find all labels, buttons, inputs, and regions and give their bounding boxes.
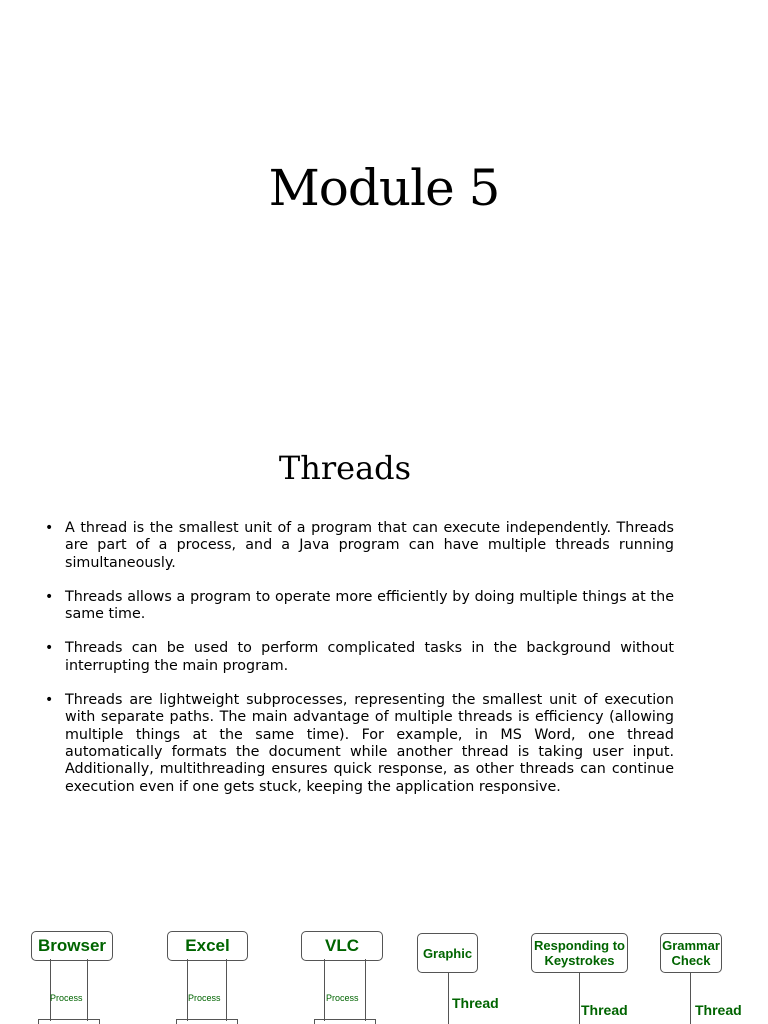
thread-box-graphic: Graphic (417, 933, 478, 973)
process-box-browser: Browser (31, 931, 113, 961)
bullet-dot: • (45, 692, 54, 709)
bullet-item (45, 588, 674, 624)
process-foot (176, 1019, 238, 1024)
thread-line (448, 972, 449, 1024)
section-title: Threads (278, 449, 412, 487)
thread-box-grammar: Grammar Check (660, 933, 722, 973)
thread-label: Thread (581, 1002, 628, 1018)
process-label: Process (326, 993, 359, 1003)
bullet-dot: • (45, 588, 54, 605)
process-body (324, 959, 366, 1021)
bullet-item (45, 520, 674, 572)
slide-title: Module 5 (268, 159, 500, 217)
process-foot (314, 1019, 376, 1024)
process-body (50, 959, 88, 1021)
process-body (187, 959, 227, 1021)
bullet-text: Threads are lightweight subprocesses, representing the smallest unit of execution with separate paths. The main advantage of multiple threads is efficiency (allowing multiple things at the same time). For example, in MS Word, one thread automatically formats the document while another thread is taking user input. Additionally, multithreading ensures quick response, as other threads can continue execution even if one gets stuck, keeping the application responsive. (65, 692, 674, 795)
process-foot (38, 1019, 100, 1024)
thread-line (579, 972, 580, 1024)
process-label: Process (50, 993, 83, 1003)
bullet-item (45, 640, 674, 675)
bullet-dot: • (45, 640, 54, 657)
process-box-excel: Excel (167, 931, 248, 961)
bullet-text: Threads allows a program to operate more efficiently by doing multiple things at the same time. (65, 588, 674, 623)
bullet-text: Threads can be used to perform complicated tasks in the background without interrupting the main program. (65, 640, 674, 674)
bullet-text: A thread is the smallest unit of a program that can execute independently. Threads are part of a process, and a Java program can have multiple threads running simultaneously. (65, 520, 674, 571)
bullet-dot: • (45, 520, 54, 536)
thread-box-keystrokes: Responding to Keystrokes (531, 933, 628, 973)
bullet-list (45, 520, 674, 813)
bullet-item (45, 692, 674, 796)
process-box-vlc: VLC (301, 931, 383, 961)
thread-label: Thread (695, 1002, 742, 1018)
thread-label: Thread (452, 995, 499, 1011)
process-label: Process (188, 993, 221, 1003)
thread-line (690, 972, 691, 1024)
process-thread-diagram (0, 925, 768, 1024)
